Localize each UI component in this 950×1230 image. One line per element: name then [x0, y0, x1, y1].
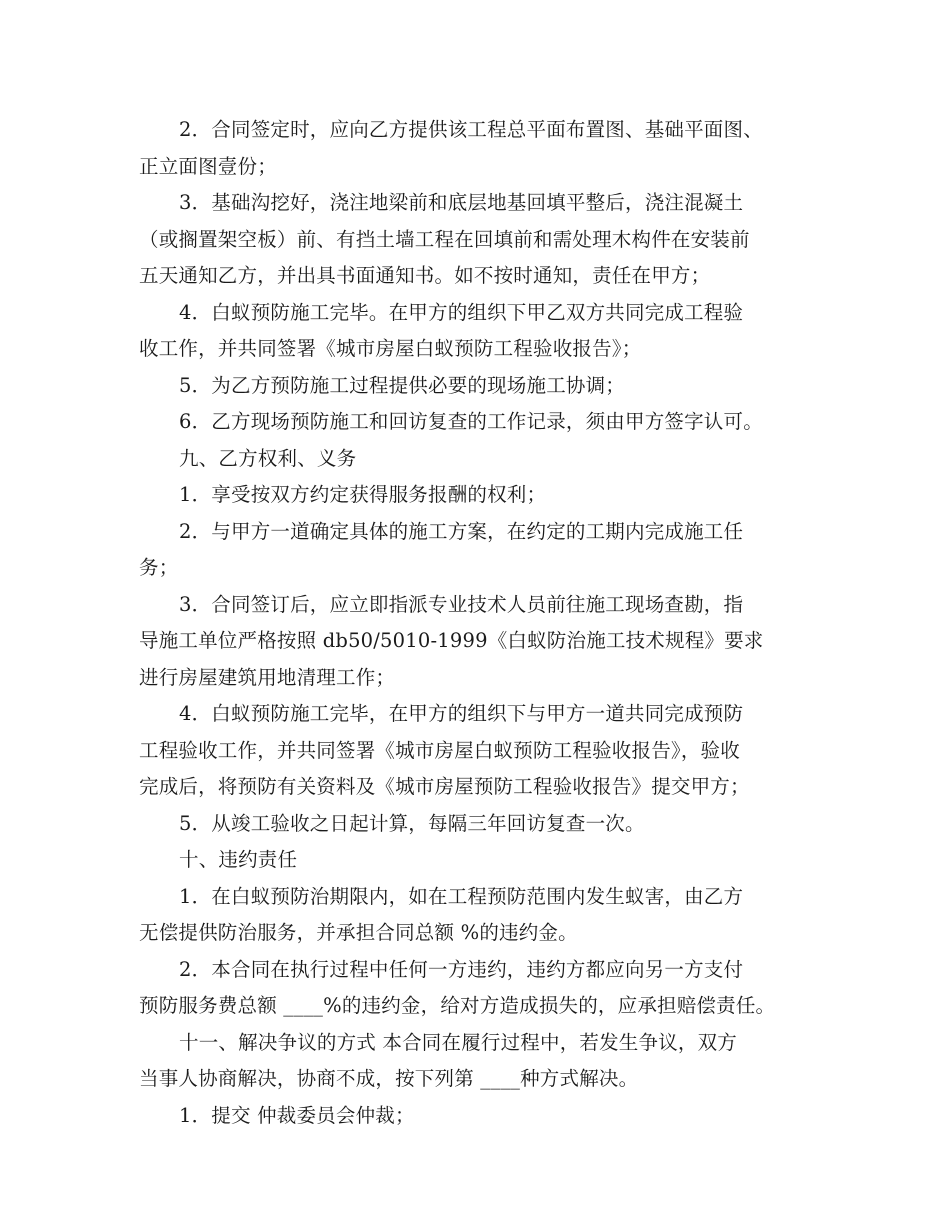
text-line: 进行房屋建筑用地清理工作； — [139, 665, 396, 689]
text-line: 1．享受按双方约定获得服务报酬的权利； — [179, 483, 547, 506]
text-line: 正立面图壹份； — [139, 154, 277, 178]
text-line: 5．为乙方预防施工过程提供必要的现场施工协调； — [179, 373, 626, 397]
text-line: 十、违约责任 — [179, 848, 298, 871]
text-line: 3．基础沟挖好，浇注地梁前和底层地基回填平整后，浇注混凝土 — [179, 191, 744, 214]
text-line: 6．乙方现场预防施工和回访复查的工作记录，须由甲方签字认可。 — [179, 410, 763, 433]
text-line: 4．白蚁预防施工完毕，在甲方的组织下与甲方一道共同完成预防 — [179, 702, 744, 725]
text-line: 导施工单位严格按照 db50/5010-1999《白蚁防治施工技术规程》要求 — [139, 629, 764, 652]
text-line: 2．合同签定时，应向乙方提供该工程总平面布置图、基础平面图、 — [179, 118, 763, 141]
text-line: 4．白蚁预防施工完毕。在甲方的组织下甲乙双方共同完成工程验 — [179, 300, 744, 324]
text-line: 九、乙方权利、义务 — [179, 446, 357, 470]
text-line: 务； — [139, 556, 179, 579]
text-line: 五天通知乙方，并出具书面通知书。如不按时通知，责任在甲方； — [139, 264, 711, 287]
text-line: 5．从竣工验收之日起计算，每隔三年回访复查一次。 — [179, 811, 645, 835]
text-line: 工程验收工作，并共同签署《城市房屋白蚁预防工程验收报告》，验收 — [139, 738, 740, 762]
text-line: 1．提交 仲裁委员会仲裁； — [179, 1103, 415, 1127]
text-line: （或搁置架空板）前、有挡土墙工程在回填前和需处理木构件在安装前 — [139, 227, 750, 251]
text-line: 无偿提供防治服务，并承担合同总额 %的违约金。 — [139, 921, 578, 944]
text-line: 预防服务费总额 ____%的违约金，给对方造成损失的，应承担赔偿责任。 — [139, 994, 776, 1017]
text-line: 十一、解决争议的方式 本合同在履行过程中，若发生争议，双方 — [179, 1030, 737, 1054]
document-body — [139, 112, 839, 1134]
text-line: 2．与甲方一道确定具体的施工方案，在约定的工期内完成施工任 — [179, 519, 744, 543]
text-line: 2．本合同在执行过程中任何一方违约，违约方都应向另一方支付 — [179, 957, 744, 981]
text-line: 3．合同签订后，应立即指派专业技术人员前往施工现场查勘，指 — [179, 592, 744, 616]
text-line: 收工作，并共同签署《城市房屋白蚁预防工程验收报告》； — [139, 337, 642, 360]
text-line: 完成后，将预防有关资料及《城市房屋预防工程验收报告》提交甲方； — [139, 775, 750, 798]
text-line: 1．在白蚁预防治期限内，如在工程预防范围内发生蚁害，由乙方 — [179, 884, 744, 908]
text-line: 当事人协商解决，协商不成，按下列第 ____种方式解决。 — [139, 1067, 639, 1090]
